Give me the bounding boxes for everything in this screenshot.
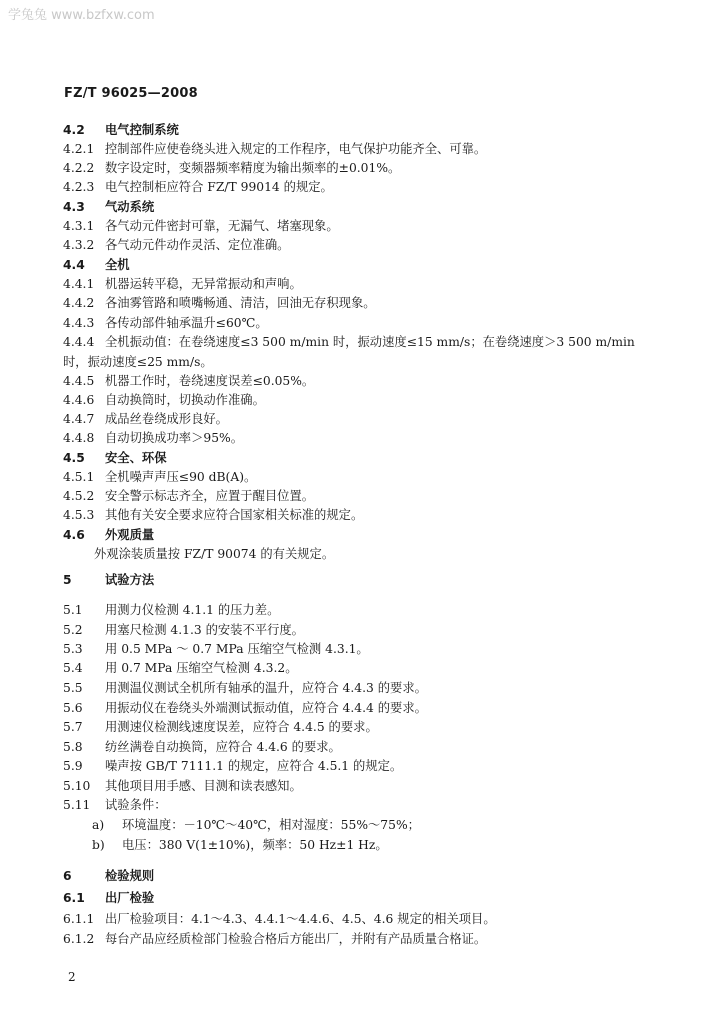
- clause-text: 用测力仪检测 4.1.1 的压力差。: [105, 603, 280, 617]
- clause-text: 自动切换成功率＞95%。: [105, 431, 244, 445]
- clause-number: 5.10: [63, 779, 91, 793]
- clause-text: 用 0.5 MPa ～ 0.7 MPa 压缩空气检测 4.3.1。: [105, 642, 369, 656]
- clause-text: 自动换筒时，切换动作准确。: [105, 393, 265, 407]
- clause-text: 安全警示标志齐全，应置于醒目位置。: [105, 489, 315, 503]
- clause-text: 其他有关安全要求应符合国家相关标准的规定。: [105, 508, 364, 522]
- clause-text: 外观质量: [105, 528, 155, 542]
- line-s4-6a: [94, 544, 334, 562]
- clause-number: 4.5.2: [63, 489, 95, 503]
- line-s4-6: [63, 525, 154, 543]
- clause-number: b): [92, 838, 105, 852]
- line-s4-4-6: [63, 390, 265, 408]
- clause-number: a): [92, 818, 105, 832]
- clause-text: 机器运转平稳，无异常振动和声响。: [105, 277, 302, 291]
- clause-number: 5.11: [63, 798, 91, 812]
- line-s4-4-4c: [63, 352, 213, 370]
- line-s4-4-7: [63, 409, 228, 427]
- line-s4-4: [63, 255, 130, 273]
- clause-text: 试验条件：: [105, 798, 167, 812]
- clause-number: 4.2.1: [63, 142, 95, 156]
- line-s4-4-4: [63, 332, 635, 350]
- line-s4-3-1: [63, 216, 339, 234]
- clause-text: 其他项目用手感、目测和读表感知。: [105, 779, 302, 793]
- clause-text: 检验规则: [105, 869, 155, 883]
- line-s5-3: [63, 639, 369, 657]
- clause-text: 用测温仪测试全机所有轴承的温升，应符合 4.4.3 的要求。: [105, 681, 427, 695]
- line-s4-4-2: [63, 293, 376, 311]
- clause-text: 数字设定时，变频器频率精度为输出频率的±0.01%。: [105, 161, 401, 175]
- clause-number: 4.4.3: [63, 316, 95, 330]
- clause-text: 时，振动速度≤25 mm/s。: [63, 355, 213, 369]
- clause-number: 5.5: [63, 681, 83, 695]
- line-s4-2-2: [63, 158, 400, 176]
- clause-number: 5.2: [63, 623, 83, 637]
- clause-text: 各传动部件轴承温升≤60℃。: [105, 316, 268, 330]
- clause-number: 4.4.4: [63, 335, 95, 349]
- page-number: 2: [68, 970, 76, 984]
- line-s5-7: [63, 717, 378, 735]
- line-s4-4-1: [63, 274, 302, 292]
- clause-text: 全机: [105, 258, 130, 272]
- clause-text: 全机噪声声压≤90 dB(A)。: [105, 470, 257, 484]
- line-s4-3-2: [63, 235, 289, 253]
- clause-text: 试验方法: [105, 573, 155, 587]
- line-s6: [63, 866, 154, 884]
- clause-text: 电压：380 V(1±10%)，频率：50 Hz±1 Hz。: [122, 838, 388, 852]
- line-s5-11a: [92, 815, 420, 833]
- clause-number: 4.5.1: [63, 470, 95, 484]
- line-s4-5-3: [63, 505, 363, 523]
- line-s4-5-1: [63, 467, 256, 485]
- line-s5-11b: [92, 835, 388, 853]
- line-s4-2-3: [63, 177, 333, 195]
- clause-number: 5.7: [63, 720, 83, 734]
- clause-number: 4.2.3: [63, 180, 95, 194]
- line-s5-5: [63, 678, 427, 696]
- line-s4-3: [63, 197, 154, 215]
- line-s4-4-8: [63, 428, 243, 446]
- clause-number: 4.4.5: [63, 374, 95, 388]
- line-s5: [63, 570, 154, 588]
- clause-number: 4.5.3: [63, 508, 95, 522]
- clause-number: 5: [63, 573, 72, 587]
- line-s6-1-1: [63, 909, 496, 927]
- clause-text: 电气控制柜应符合 FZ/T 99014 的规定。: [105, 180, 333, 194]
- line-s4-4-5: [63, 371, 314, 389]
- clause-number: 4.2: [63, 123, 85, 137]
- clause-number: 4.4.7: [63, 412, 95, 426]
- clause-number: 5.6: [63, 701, 83, 715]
- clause-number: 4.4.2: [63, 296, 95, 310]
- clause-number: 4.5: [63, 451, 85, 465]
- clause-number: 5.8: [63, 740, 83, 754]
- clause-text: 各油雾管路和喷嘴畅通、清洁，回油无存积现象。: [105, 296, 376, 310]
- watermark: 学兔兔 www.bzfxw.com: [8, 8, 155, 23]
- clause-text: 出厂检验项目：4.1～4.3、4.4.1～4.4.6、4.5、4.6 规定的相关项目。: [105, 912, 496, 926]
- clause-number: 5.3: [63, 642, 83, 656]
- line-s5-8: [63, 737, 341, 755]
- line-s5-11: [63, 795, 167, 813]
- clause-number: 4.3.2: [63, 238, 95, 252]
- line-s5-4: [63, 658, 298, 676]
- line-s5-10: [63, 776, 302, 794]
- clause-text: 气动系统: [105, 200, 155, 214]
- clause-number: 4.3.1: [63, 219, 95, 233]
- clause-text: 各气动元件密封可靠，无漏气、堵塞现象。: [105, 219, 339, 233]
- clause-text: 各气动元件动作灵活、定位准确。: [105, 238, 290, 252]
- clause-text: 安全、环保: [105, 451, 167, 465]
- clause-number: 6: [63, 869, 72, 883]
- line-s5-6: [63, 698, 427, 716]
- clause-text: 机器工作时，卷绕速度误差≤0.05%。: [105, 374, 315, 388]
- clause-number: 6.1: [63, 891, 85, 905]
- clause-number: 4.6: [63, 528, 85, 542]
- clause-text: 每台产品应经质检部门检验合格后方能出厂，并附有产品质量合格证。: [105, 932, 487, 946]
- line-s4-2: [63, 120, 179, 138]
- clause-text: 控制部件应使卷绕头进入规定的工作程序，电气保护功能齐全、可靠。: [105, 142, 487, 156]
- clause-text: 用塞尺检测 4.1.3 的安装不平行度。: [105, 623, 304, 637]
- line-s4-5: [63, 448, 167, 466]
- clause-number: 4.4.8: [63, 431, 95, 445]
- clause-number: 4.2.2: [63, 161, 95, 175]
- clause-number: 6.1.2: [63, 932, 95, 946]
- line-s5-9: [63, 756, 402, 774]
- clause-text: 成品丝卷绕成形良好。: [105, 412, 228, 426]
- line-s5-1: [63, 600, 279, 618]
- clause-number: 4.3: [63, 200, 85, 214]
- clause-text: 外观涂装质量按 FZ/T 90074 的有关规定。: [94, 547, 335, 561]
- document-header: FZ/T 96025—2008: [64, 86, 198, 101]
- clause-text: 出厂检验: [105, 891, 155, 905]
- line-s4-4-3: [63, 313, 268, 331]
- clause-text: 用振动仪在卷绕头外端测试振动值，应符合 4.4.4 的要求。: [105, 701, 427, 715]
- line-s5-2: [63, 620, 304, 638]
- clause-text: 纺丝满卷自动换筒，应符合 4.4.6 的要求。: [105, 740, 341, 754]
- clause-number: 6.1.1: [63, 912, 95, 926]
- line-s4-2-1: [63, 139, 486, 157]
- line-s6-1-2: [63, 929, 486, 947]
- clause-text: 环境温度：－10℃～40℃，相对湿度：55%～75%；: [122, 818, 420, 832]
- clause-text: 电气控制系统: [105, 123, 179, 137]
- clause-number: 5.1: [63, 603, 83, 617]
- clause-text: 全机振动值：在卷绕速度≤3 500 m/min 时，振动速度≤15 mm/s；在卷绕速度＞3 500 m/min: [105, 335, 635, 349]
- clause-number: 4.4.6: [63, 393, 95, 407]
- clause-number: 5.9: [63, 759, 83, 773]
- clause-text: 噪声按 GB/T 7111.1 的规定，应符合 4.5.1 的规定。: [105, 759, 403, 773]
- line-s4-5-2: [63, 486, 314, 504]
- clause-text: 用 0.7 MPa 压缩空气检测 4.3.2。: [105, 661, 298, 675]
- clause-text: 用测速仪检测线速度误差，应符合 4.4.5 的要求。: [105, 720, 378, 734]
- clause-number: 5.4: [63, 661, 83, 675]
- clause-number: 4.4: [63, 258, 85, 272]
- clause-number: 4.4.1: [63, 277, 95, 291]
- line-s6-1: [63, 888, 154, 906]
